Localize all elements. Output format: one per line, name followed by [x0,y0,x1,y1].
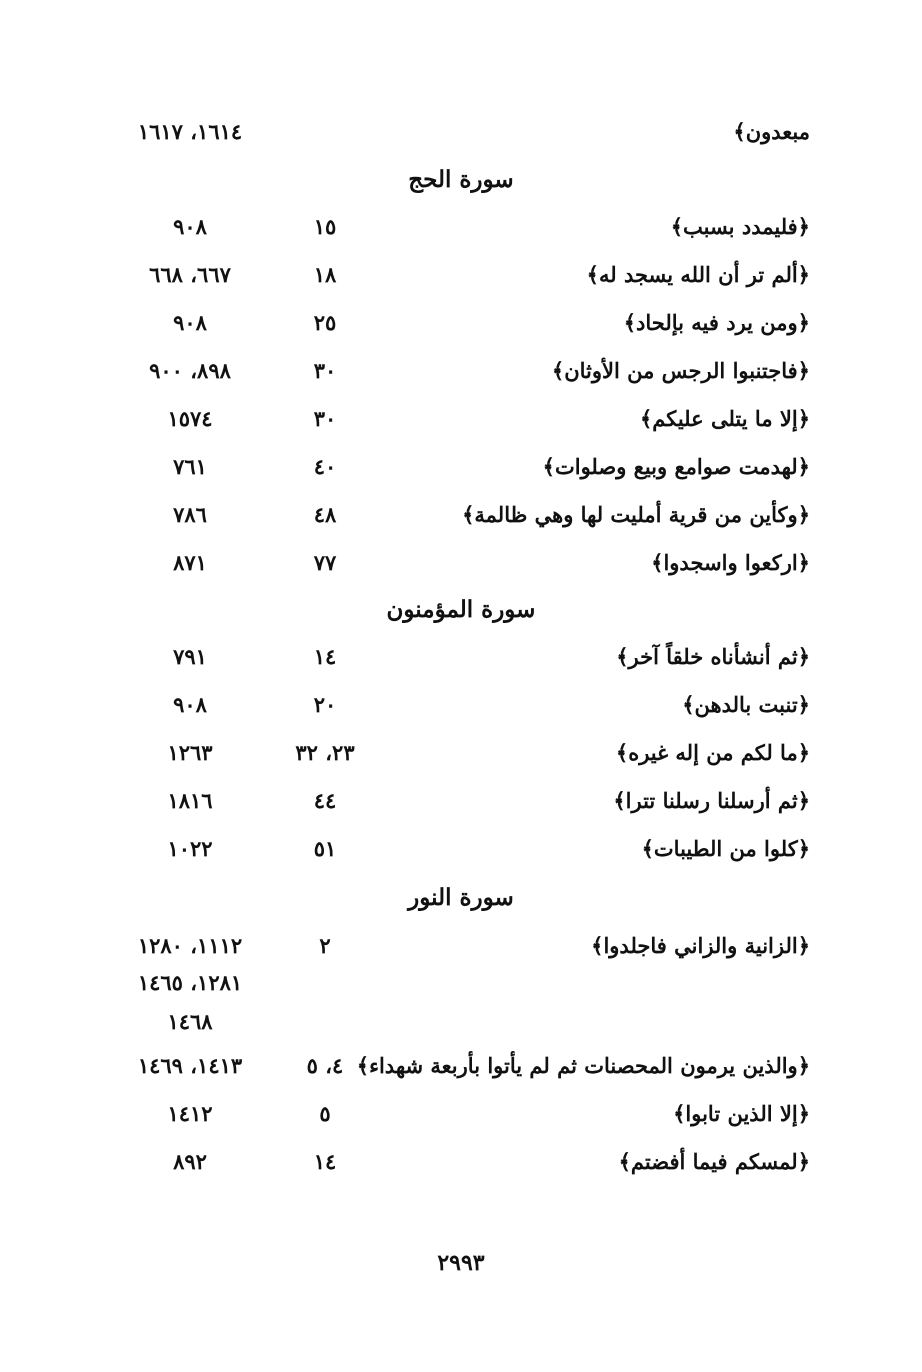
page-refs: ١٢٨١، ١٤٦٥ [137,970,243,995]
page-refs: ٨٩٨، ٩٠٠ [149,358,231,383]
index-entry [0,829,922,869]
verse-text: ﴿والذين يرمون المحصنات ثم لم يأتوا بأربعة شهداء﴾ [356,1053,810,1078]
ayah-number: ٥١ [313,836,337,861]
page-refs: ١٢٦٣ [167,740,213,765]
page-number: ٢٩٩٣ [437,1250,485,1276]
page-refs: ١٥٧٤ [167,406,213,431]
page-refs: ٦٦٧، ٦٦٨ [149,262,231,287]
section-heading [0,876,922,920]
verse-text: ﴿ومن يرد فيه بإلحاد﴾ [623,310,810,335]
index-entry-continuation [0,1002,922,1042]
verse-text: ﴿ثم أرسلنا رسلنا تترا﴾ [613,788,810,813]
index-entry [0,926,922,966]
ayah-number: ١٨ [313,262,337,287]
ayah-number: ٢٣، ٣٢ [295,740,355,765]
verse-text: ﴿الزانية والزاني فاجلدوا﴾ [591,933,810,958]
index-entry [0,399,922,439]
index-entry [0,1094,922,1134]
surah-title: سورة المؤمنون [386,596,536,623]
index-entry [0,1142,922,1182]
page-refs: ١١١٢، ١٢٨٠ [137,933,243,958]
ayah-number: ٤٤ [313,788,337,813]
surah-title: سورة النور [408,884,514,911]
index-entry [0,303,922,343]
index-entry [0,447,922,487]
index-entry [0,207,922,247]
verse-text: ﴿لهدمت صوامع وبيع وصلوات﴾ [542,454,810,479]
index-entry [0,112,922,152]
ayah-number: ١٤ [313,644,337,669]
index-entry [0,637,922,677]
ayah-number: ٢ [319,933,331,958]
verse-text: ﴿لمسكم فيما أفضتم﴾ [618,1149,810,1174]
ayah-number: ١٥ [313,214,337,239]
index-entry [0,255,922,295]
page-refs: ١٤٦٨ [167,1009,213,1034]
index-entry [0,733,922,773]
index-entry [0,1046,922,1086]
page-refs: ١٤١٢ [167,1101,213,1126]
verse-text: مبعدون﴾ [733,119,810,144]
verse-text: ﴿ما لكم من إله غيره﴾ [615,740,810,765]
index-entry [0,351,922,391]
index-entry [0,685,922,725]
index-entry [0,543,922,583]
page-refs: ٩٠٨ [173,310,207,335]
page-refs: ١٠٢٢ [167,836,213,861]
verse-text: ﴿ثم أنشأناه خلقاً آخر﴾ [616,644,810,669]
ayah-number: ٣٠ [313,406,337,431]
ayah-number: ٧٧ [313,550,337,575]
verse-text: ﴿فاجتنبوا الرجس من الأوثان﴾ [551,358,810,383]
ayah-number: ٤٨ [313,502,337,527]
page-refs: ٩٠٨ [173,214,207,239]
verse-text: ﴿تنبت بالدهن﴾ [682,692,810,717]
surah-title: سورة الحج [408,166,514,193]
ayah-number: ١٤ [313,1149,337,1174]
ayah-number: ٣٠ [313,358,337,383]
verse-text: ﴿ألم تر أن الله يسجد له﴾ [586,262,810,287]
ayah-number: ٢٠ [313,692,337,717]
page-refs: ٧٦١ [173,454,207,479]
page-refs: ٧٩١ [173,644,207,669]
verse-text: ﴿إلا ما يتلى عليكم﴾ [639,406,810,431]
page-refs: ٩٠٨ [173,692,207,717]
verse-text: ﴿فليمدد بسبب﴾ [670,214,810,239]
verse-text: ﴿كلوا من الطيبات﴾ [641,836,810,861]
page-refs: ٧٨٦ [173,502,207,527]
section-heading [0,588,922,632]
page-refs: ١٦١٤، ١٦١٧ [137,119,243,144]
index-entry-continuation [0,963,922,1003]
ayah-number: ٤، ٥ [306,1053,344,1078]
section-heading [0,158,922,202]
ayah-number: ٥ [319,1101,331,1126]
verse-text: ﴿إلا الذين تابوا﴾ [673,1101,810,1126]
page-refs: ٨٩٢ [173,1149,207,1174]
page-refs: ١٨١٦ [167,788,213,813]
page-refs: ٨٧١ [173,550,207,575]
page-refs: ١٤١٣، ١٤٦٩ [137,1053,243,1078]
verse-text: ﴿وكأين من قرية أمليت لها وهي ظالمة﴾ [462,502,810,527]
ayah-number: ٢٥ [313,310,337,335]
ayah-number: ٤٠ [313,454,337,479]
index-entry [0,781,922,821]
verse-text: ﴿اركعوا واسجدوا﴾ [651,550,810,575]
index-entry [0,495,922,535]
